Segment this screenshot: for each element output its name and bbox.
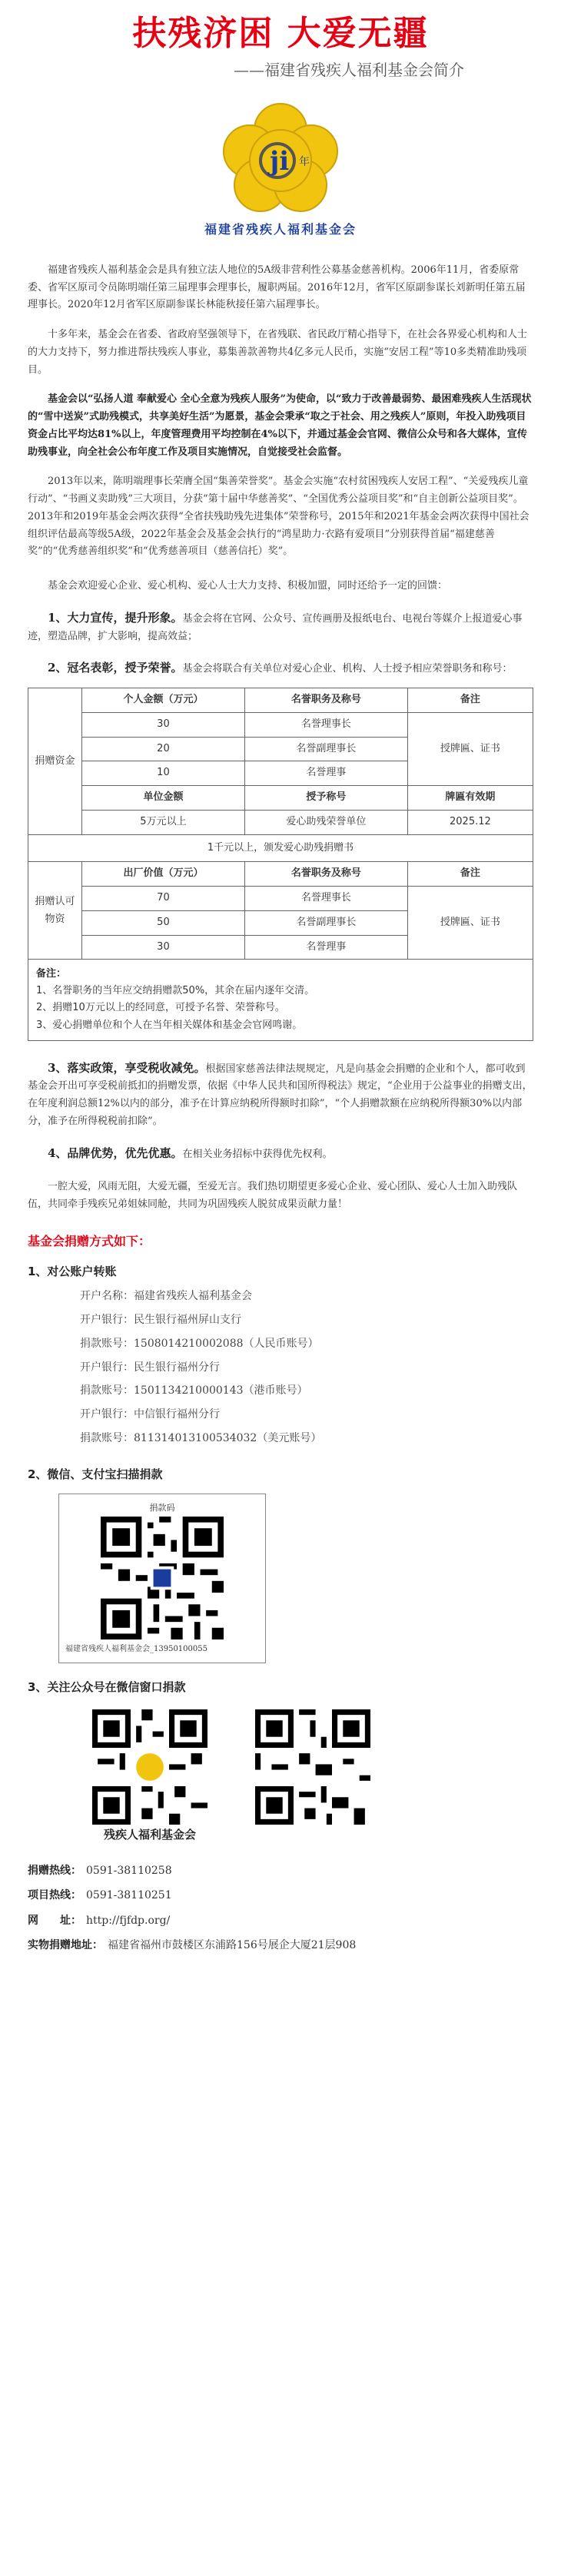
table-cell: 授牌匾、证书 [407,887,533,960]
table-header: 个人金额（万元） [82,688,245,713]
table-cell: 名誉副理事长 [244,910,407,935]
table-row [28,810,533,834]
table-header: 名誉职务及称号 [244,688,407,713]
table-header: 备注 [407,862,533,887]
table-cell: 10 [82,761,245,786]
website-link[interactable]: http://fjfdp.org/ [86,1914,171,1927]
benefit-body: 基金会将联合有关单位对爱心企业、机构、人士授予相应荣誉职务和称号： [182,663,513,675]
notes-label: 备注： [36,968,67,980]
account-line: 捐款账号：1501134210000143（港币账号） [80,1384,308,1397]
benefit-heading: 3、落实政策，享受税收减免。 [48,1060,206,1075]
table-cell: 名誉副理事长 [244,737,407,761]
account-line: 开户名称：福建省残疾人福利基金会 [80,1290,252,1303]
table-cell: 70 [82,887,245,911]
contact-label: 实物捐赠地址： [28,1938,103,1951]
table-cell: 爱心助残荣誉单位 [244,810,407,834]
table-cell: 20 [82,737,245,761]
contact-line [28,1858,533,1883]
svg-text:年: 年 [299,155,310,168]
benefit-item [28,1143,533,1164]
account-line: 开户银行：民生银行福州屏山支行 [80,1313,241,1326]
wechat-qr-code-icon[interactable] [92,1709,207,1825]
table-cell: 50 [82,910,245,935]
contact-info [28,1858,533,1958]
intro-paragraph: 2013年以来，陈明端理事长荣膺全国“集善荣誉奖”。基金会实施“农村贫困残疾人安居工程”、“关爱残疾儿童行动”、“书画义卖助残”三大项目，分获“第十届中华慈善奖”、“全国优秀公益项目奖”和“自主创新公益项目奖”。2013年和2019年基金会两次获得“全省扶残助残先进集体”荣誉称号，2015年和2021年基金会两次获得中国社会组织评估最高等级5A级，2022年基金会及基金会执行的“鸿星助力·衣路有爱项目”分别获得首届“福建慈善奖”的“优秀慈善组织奖”和“优秀慈善项目（慈善信托）奖”。 [28,476,529,558]
note-item: 1、名誉职务的当年应交纳捐赠款50%，其余在届内逐年交清。 [36,985,315,997]
table-header: 单位金额 [82,786,245,811]
closing-text: 一腔大爱，风雨无阻，大爱无疆，至爱无言。我们热切期望更多爱心企业、爱心团队、爱心人士加入助残队伍，共同牵手残疾兄弟姐妹同舱，共同为巩固残疾人脱贫成果贡献力量！ [28,1181,518,1211]
table-side-label: 捐赠认可物资 [28,862,82,960]
table-cell: 授牌匾、证书 [407,712,533,785]
account-transfer-heading: 1、对公账户转账 [28,1264,117,1278]
note-item: 3、爱心捐赠单位和个人在当年相关媒体和基金会官网鸣谢。 [36,1019,303,1031]
logo-caption: 福建省残疾人福利基金会 [204,221,357,237]
donation-hotline: 0591-38110258 [86,1865,172,1878]
welcome-text: 基金会欢迎爱心企业、爱心机构、爱心人士大力支持、积极加盟，同时还给予一定的回馈： [48,580,448,592]
page-subtitle: ——福建省残疾人福利基金会简介 [234,60,464,79]
intro-paragraph: 福建省残疾人福利基金会是具有独立法人地位的5A级非营利性公募基金慈善机构。2006年11月，省委原常委、省军区原司令员陈明端任第三届理事会理事长，履职两届。2016年12月，省军区原副参谋长刘新明任第五届理事长。2020年12月省军区原副参谋长林能秋接任第六届理事长。 [28,264,526,311]
table-header: 牌匾有效期 [407,786,533,811]
table-notes [28,960,533,1040]
benefit-heading: 1、大力宣传，提升形象。 [48,610,183,625]
donation-title: 基金会捐赠方式如下： [28,1233,151,1248]
benefit-body: 根据国家慈善法律法规规定，凡是向基金会捐赠的企业和个人，都可收到基金会开出可享受税前抵扣的捐赠发票，依据《中华人民共和国所得税法》规定，“企业用于公益事业的捐赠支出，在年度利润总额12%以内的部分，准予在计算应纳税所得额时扣除”，“个人捐赠款额在应纳税所得额30%以内部分，准予在所得税税前扣除”。 [28,1063,533,1127]
contact-line [28,1883,533,1908]
account-line: 捐款账号：150801421000208​8（人民币账号） [80,1337,319,1350]
svg-text:ji: ji [270,145,290,177]
wechat-account-heading: 3、关注公众号在微信窗口捐款 [28,1679,186,1694]
donation-section [28,1231,533,1958]
qr-pay-heading: 2、微信、支付宝扫描捐款 [28,1467,163,1481]
note-item: 2、捐赠10万元以上的经同意，可授予名誉、荣誉称号。 [36,1002,285,1014]
table-cell: 30 [82,935,245,960]
benefit-item [28,1058,533,1131]
intro-section [28,262,533,561]
table-row [28,712,533,737]
logo [158,99,403,240]
wechat-official-qr-card [77,1709,223,1845]
table-header: 授予称号 [244,786,407,811]
table-cell: 名誉理事 [244,935,407,960]
support-section [28,578,533,1214]
table-cell: 名誉理事长 [244,887,407,911]
table-header: 备注 [407,688,533,713]
table-cell: 名誉理事 [244,761,407,786]
account-line: 开户银行：民生银行福州分行 [80,1361,220,1374]
header [28,0,533,240]
contact-line [28,1933,533,1958]
table-header: 名誉职务及称号 [244,862,407,887]
wechat-qr-caption: 残疾人福利基金会 [103,1828,196,1842]
table-cell: 5万元以上 [82,810,245,834]
table-cell: 2025.12 [407,810,533,834]
project-hotline: 0591-38110251 [86,1889,172,1902]
honor-table [28,688,533,1041]
qr-row [77,1709,533,1845]
account-line: 捐款账号：8113140131005340​32（美元账号） [80,1431,322,1444]
wechat-donate-qr-card [240,1709,386,1845]
table-row [28,887,533,911]
table-side-label: 捐赠资金 [28,688,82,835]
benefit-item [28,658,533,678]
contact-label: 项目热线： [28,1889,81,1902]
contact-label: 捐赠热线： [28,1865,81,1878]
benefit-item [28,608,533,646]
benefit-heading: 4、品牌优势，优先优惠。 [48,1145,183,1160]
contact-label: 网 址： [28,1914,81,1927]
page-title: 扶残济困 大爱无疆 [132,14,429,53]
flower-logo-icon [204,99,357,214]
wechat-donate-qr-code-icon[interactable] [255,1709,370,1825]
table-cell: 30 [82,712,245,737]
table-cell: 名誉理事长 [244,712,407,737]
payment-qr-code-icon[interactable] [101,1517,224,1639]
benefit-body: 在相关业务招标中获得优先权利。 [182,1148,333,1160]
account-list [28,1285,533,1450]
payment-qr-card [58,1494,266,1663]
qr-owner-text: 福建省残疾人福利基金会_13950100055 [65,1645,207,1654]
benefit-heading: 2、冠名表彰，授予荣誉。 [48,661,183,675]
intro-paragraph: 十多年来，基金会在省委、省政府坚强领导下，在省残联、省民政厅精心指导下，在社会各界爱心机构和人士的大力支持下，努力推进帮扶残疾人事业，募集善款善物共4亿多元人民币，实施“安居工程”等10多类精准助残项目。 [28,329,528,376]
donation-address: 福建省福州市鼓楼区东浦路156号展企大厦21层908 [108,1938,357,1951]
table-footer: 1千元以上，颁发爱心助残捐赠书 [28,834,533,862]
account-line: 开户银行：中信银行福州分行 [80,1408,220,1421]
intro-paragraph: 基金会以“弘扬人道 奉献爱心 全心全意为残疾人服务”为使命，以“致力于改善最弱势、最困难残疾人生活现状的“雪中送炭”式助残模式，共享美好生活”为愿景，基金会秉承“取之于社会、用之残疾人”原则，年投入助残项目资金占比平均达81%以上，年度管理费用平均控制在4%以下，并通过基金会官网、微信公众号和各大媒体，宣传助残事业，向全社会公布年度工作及项目实施情况，自觉接受社会监督。 [28,393,532,458]
table-header: 出厂价值（万元） [82,862,245,887]
qr-label: 捐款码 [149,1503,175,1513]
benefit-body: 基金会将在官网、公众号、宣传画册及报纸电台、电视台等媒介上报道爱心事迹，塑造品牌，扩大影响，提高效益； [28,612,523,642]
contact-line [28,1908,533,1933]
